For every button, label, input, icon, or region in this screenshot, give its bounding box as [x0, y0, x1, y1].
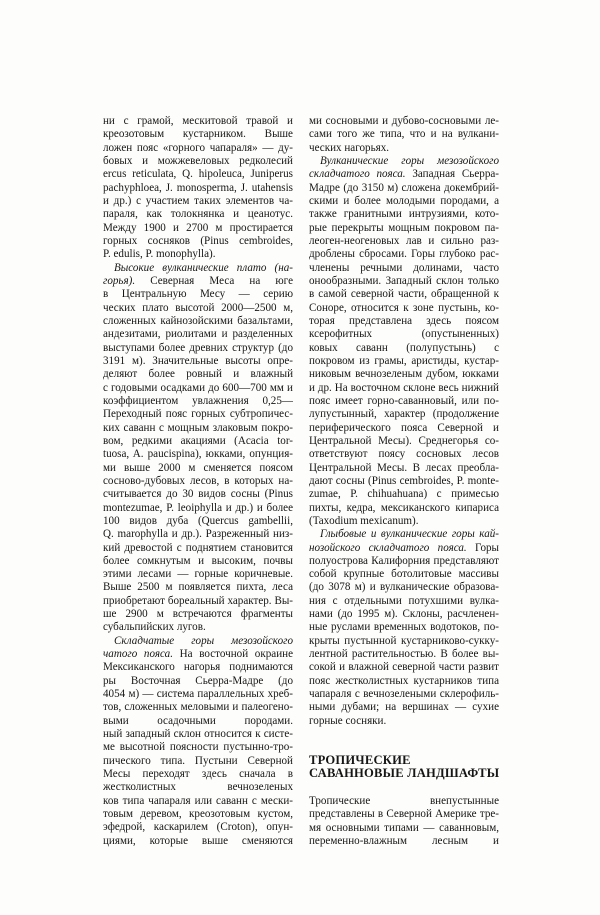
line-text: ния с отдельными потухшими вулка- [309, 594, 499, 607]
text-line [309, 688, 499, 701]
text-line [103, 475, 293, 488]
text-line [309, 328, 499, 341]
line-text: периферического пояса Северной и [309, 421, 499, 434]
text-line [103, 555, 293, 568]
line-text: zumae, P. chihuahuana) с примесью [309, 488, 499, 501]
text-line [309, 128, 499, 141]
line-text: ный западный склон относится к систе- [103, 728, 293, 741]
line-text: ни с грамой, мескитовой травой и [103, 115, 293, 127]
line-text: дают сосны (Pinus cembroides, P. monte- [309, 474, 499, 487]
text-line [309, 222, 499, 235]
text-line [309, 795, 499, 808]
line-text: Северная Меса на юге [150, 274, 293, 287]
text-line [103, 608, 293, 621]
text-line [103, 355, 293, 368]
line-text: сокой и влажной северной части развит [309, 661, 499, 674]
text-line [309, 555, 499, 568]
text-line [309, 262, 499, 275]
line-text: ческих плато высотой 2000—2500 м, [103, 301, 293, 314]
text-line [103, 448, 293, 461]
line-text: в самой северной части, обращенной к [309, 288, 499, 301]
text-line [309, 635, 499, 648]
line-text: и др.) с участием таких элементов ча- [103, 194, 293, 207]
line-text: выступами более древних структур (до [103, 341, 293, 354]
line-text: более сомкнутым и высоким, почвы [103, 554, 293, 567]
line-text: пихты, кедра, мексиканского кипариса [309, 501, 499, 514]
text-line [309, 275, 499, 288]
text-line [309, 621, 499, 634]
line-text: ше 2900 м встречаются фрагменты [103, 608, 293, 621]
line-text: нами (до 1995 м). Склоны, расчленен- [309, 608, 499, 621]
text-line [103, 128, 293, 141]
text-line [103, 835, 293, 848]
text-line [309, 288, 499, 301]
text-line [309, 835, 499, 848]
line-text: переменно-влажным лесным и [309, 834, 499, 847]
line-text: pachyphloea, J. monosperma, J. utahensis [103, 181, 293, 194]
line-text: 3191 м). Значительные высоты опре- [103, 354, 293, 367]
text-line [309, 395, 499, 408]
text-line [103, 395, 293, 408]
text-line [103, 648, 293, 661]
line-text: кий древостой с поднятием становится [103, 541, 293, 554]
line-text: представлены в Северной Америке тре- [309, 808, 499, 821]
line-text: P. edulis, P. monophylla). [103, 248, 216, 261]
line-text: ковых саванн (полупустынь) с [309, 341, 499, 354]
line-text: Мадре (до 3150 м) сложена докембрий- [309, 181, 499, 194]
text-line [309, 648, 499, 661]
line-text: На восточной окраине [173, 648, 293, 661]
text-line [309, 368, 499, 381]
line-text: лупустынный, характер (продолжение [309, 408, 499, 421]
text-line [309, 208, 499, 221]
text-line [309, 168, 499, 181]
line-text: ercus reticulata, Q. hipoleuca, Juniperus [103, 168, 293, 181]
text-line [309, 701, 499, 714]
text-line [309, 408, 499, 421]
line-text: ные руслами временных водотоков, по- [309, 621, 499, 634]
line-text: Горы [466, 541, 499, 554]
line-text: (Taxodium mexicanum). [309, 514, 419, 527]
line-text: Центральной Месы. В лесах преобла- [309, 461, 499, 474]
text-line [103, 688, 293, 701]
text-line [309, 675, 499, 688]
line-text: бовых и можжевеловых редколесий [103, 154, 293, 167]
text-line [103, 142, 293, 155]
line-text: полуострова Калифорния представляют [309, 554, 499, 567]
text-line [103, 195, 293, 208]
text-line [309, 581, 499, 594]
left-text-column [103, 115, 293, 848]
text-line [103, 821, 293, 834]
line-text: выми осадочными породами. [103, 714, 293, 727]
line-text: товым деревом, креозотовым кустом, [103, 808, 293, 821]
text-line [103, 462, 293, 475]
line-text: горные сосняки. [309, 714, 387, 727]
text-line [103, 248, 293, 261]
text-line [103, 488, 293, 501]
italic-subheading: нозойского складчатого пояса. [309, 541, 467, 554]
line-text: Q. marophylla и др.). Разреженный низ- [103, 528, 293, 541]
italic-subheading: Глыбовые и вулканические горы кай- [320, 528, 499, 541]
text-line [309, 115, 499, 128]
line-text: циями, которые выше сменяются [103, 834, 293, 847]
text-line [103, 235, 293, 248]
line-text: ков типа чапараля или саванн с мески- [103, 794, 293, 807]
italic-subheading: горья). [103, 274, 136, 287]
text-line [309, 182, 499, 195]
line-text: дроблены сбросами. Горы глубоко рас- [309, 248, 499, 261]
text-line [309, 608, 499, 621]
line-text: Центральной Месы). Среднегорья со- [309, 434, 499, 447]
line-text: ми сосновыми и дубово-сосновыми ле- [309, 115, 499, 127]
line-text: Соноре, относится к зоне пустынь, ко- [309, 301, 499, 314]
text-line [309, 448, 499, 461]
text-line [103, 342, 293, 355]
text-line [309, 342, 499, 355]
text-line [309, 422, 499, 435]
line-text: этими лесами — горные коричневые. [103, 568, 293, 581]
text-line [309, 661, 499, 674]
line-text: жестколистных вечнозеленых [103, 781, 293, 794]
line-text: приобретают бореальный характер. Вы- [103, 594, 293, 607]
text-line [103, 435, 293, 448]
line-text: tuosa, A. paucispina), юкками, опунция- [103, 448, 293, 461]
line-text: Западная Сьерра- [405, 168, 499, 181]
text-line [309, 155, 499, 168]
line-text: вом, редкими акациями (Acacia tor- [103, 434, 293, 447]
text-line [103, 222, 293, 235]
line-text: субальпийских лугов. [103, 621, 206, 634]
section-body [309, 795, 499, 848]
text-line [309, 302, 499, 315]
italic-subheading: Складчатые горы мезозойского [114, 634, 293, 647]
line-text: считывается до 30 видов сосны (Pinus [103, 488, 293, 501]
italic-subheading: чатого пояса. [103, 648, 173, 661]
line-text: тов, сложенных меловыми и палеогено- [103, 701, 293, 714]
section-heading [309, 754, 509, 780]
line-text: 100 видов дуба (Quercus gambellii, [103, 514, 293, 527]
text-line [103, 115, 293, 128]
line-text: коэффициентом увлажнения 0,25— [103, 394, 293, 407]
line-text: в Центральную Месу — серию [103, 288, 293, 301]
text-line [103, 781, 293, 794]
text-line [103, 755, 293, 768]
right-text-column [309, 115, 499, 728]
section-heading-line: ТРОПИЧЕСКИЕ [309, 753, 411, 767]
text-line [309, 435, 499, 448]
line-text: никовым вечнозеленым дубом, юкками [309, 368, 499, 381]
text-line [103, 675, 293, 688]
text-line [309, 542, 499, 555]
line-text: Мексиканского нагорья поднимаются [103, 661, 293, 674]
text-line [309, 595, 499, 608]
text-line [103, 528, 293, 541]
text-line [309, 808, 499, 821]
line-text: Между 1900 и 2700 м простирается [103, 221, 293, 234]
text-line [309, 475, 499, 488]
text-line [309, 235, 499, 248]
line-text: (до 3078 м) и вулканические образова- [309, 581, 499, 594]
line-text: ческих нагорьях. [309, 141, 390, 154]
line-text: деляют более ровный и влажный [103, 368, 293, 381]
line-text: членены речными долинами, часто [309, 261, 499, 274]
line-text: ры Восточная Сьерра-Мадре (до [103, 674, 293, 687]
italic-subheading: Высокие вулканические плато (на- [114, 261, 293, 274]
text-line [103, 382, 293, 395]
text-line [103, 422, 293, 435]
line-text: ложен пояс «горного чапараля» — ду- [103, 141, 293, 154]
text-line [103, 768, 293, 781]
text-line [309, 462, 499, 475]
line-text: ми выше 2000 м сменяется поясом [103, 461, 293, 474]
line-text: торая представлена здесь поясом [309, 314, 499, 327]
text-line [309, 382, 499, 395]
text-line [103, 208, 293, 221]
text-line [103, 502, 293, 515]
line-text: параля, как толокнянка и цеанотус. [103, 208, 293, 221]
line-text: ме высотной поясности пустынно-тро- [103, 741, 293, 754]
line-text: онообразными. Западный склон только [309, 274, 499, 287]
text-line [309, 355, 499, 368]
line-text: андезитами, риолитами и разделенных [103, 328, 293, 341]
text-line [103, 741, 293, 754]
line-text: сами того же типа, что и на вулкани- [309, 128, 499, 141]
text-line [309, 195, 499, 208]
line-text: Выше 2500 м появляется пихта, леса [103, 581, 293, 594]
text-line [103, 621, 293, 634]
text-line [103, 168, 293, 181]
line-text: собой крупные ботолитовые массивы [309, 568, 499, 581]
line-text: с годовыми осадками до 600—700 мм и [103, 381, 293, 394]
line-text: ких саванн с мощным злаковым покро- [103, 421, 293, 434]
text-line [309, 528, 499, 541]
section-heading-line: САВАННОВЫЕ ЛАНДШАФТЫ [309, 766, 500, 780]
text-line [103, 701, 293, 714]
line-text: леоген-неогеновых лав и сильно раз- [309, 234, 499, 247]
line-text: пического типа. Пустыни Северной [103, 754, 293, 767]
text-line [103, 262, 293, 275]
text-line [309, 248, 499, 261]
text-line [309, 315, 499, 328]
text-line [103, 808, 293, 821]
line-text: сложенных кайнозойскими базальтами, [103, 314, 293, 327]
line-text: также гранитными интрузиями, кото- [309, 208, 499, 221]
text-line [103, 795, 293, 808]
text-line [103, 155, 293, 168]
text-line [309, 515, 499, 528]
text-line [103, 515, 293, 528]
line-text: покровом из грамы, аристиды, кустар- [309, 354, 499, 367]
text-line [103, 635, 293, 648]
text-line [103, 728, 293, 741]
line-text: эфедрой, каскарилем (Croton), опун- [103, 821, 293, 834]
text-line [309, 822, 499, 835]
text-line [309, 715, 499, 728]
text-line [103, 315, 293, 328]
text-line [103, 408, 293, 421]
line-text: мя основными типами — саванновым, [309, 821, 499, 834]
line-text: рые перекрыты мощным покровом па- [309, 221, 499, 234]
line-text: пояс жестколистных кустарников типа [309, 674, 499, 687]
text-line [103, 368, 293, 381]
text-line [309, 568, 499, 581]
line-text: ными дубами; на вершинах — сухие [309, 701, 499, 714]
line-text: montezumae, P. leoiphylla и др.) и более [103, 501, 293, 514]
line-text: лентной растительностью. В более вы- [309, 648, 499, 661]
text-line [309, 502, 499, 515]
text-line [103, 568, 293, 581]
line-text: креозотовым кустарником. Выше [103, 128, 293, 141]
line-text: 4054 м) — система параллельных хреб- [103, 688, 293, 701]
line-text: скими и более молодыми породами, а [309, 194, 499, 207]
line-text: Тропические внепустынные [309, 795, 499, 807]
text-line [103, 288, 293, 301]
line-text: Месы переходят здесь сначала в [103, 768, 293, 781]
text-line [103, 661, 293, 674]
text-line [309, 142, 499, 155]
italic-subheading: Вулканические горы мезозойского [320, 154, 499, 167]
line-text: пояс имеет горно-саванновый, или по- [309, 394, 499, 407]
line-text: сосново-дубовых лесов, в которых на- [103, 474, 293, 487]
line-text: ответствуют поясу сосновых лесов [309, 448, 499, 461]
text-line [103, 182, 293, 195]
text-line [103, 542, 293, 555]
text-line [309, 488, 499, 501]
line-text: Переходный пояс горных субтропичес- [103, 408, 293, 421]
text-line [103, 275, 293, 288]
line-text: ксерофитных (опустыненных) [309, 328, 499, 341]
line-text: крыты пустынной кустарниково-сукку- [309, 634, 499, 647]
text-line [103, 328, 293, 341]
text-line [103, 302, 293, 315]
text-line [103, 595, 293, 608]
line-text: и др. На восточном склоне весь нижний [309, 381, 499, 394]
text-line [103, 715, 293, 728]
line-text: горных сосняков (Pinus cembroides, [103, 234, 293, 247]
line-text: чапараля с вечнозелеными склерофиль- [309, 688, 499, 701]
text-line [103, 581, 293, 594]
italic-subheading: складчатого пояса. [309, 168, 406, 181]
